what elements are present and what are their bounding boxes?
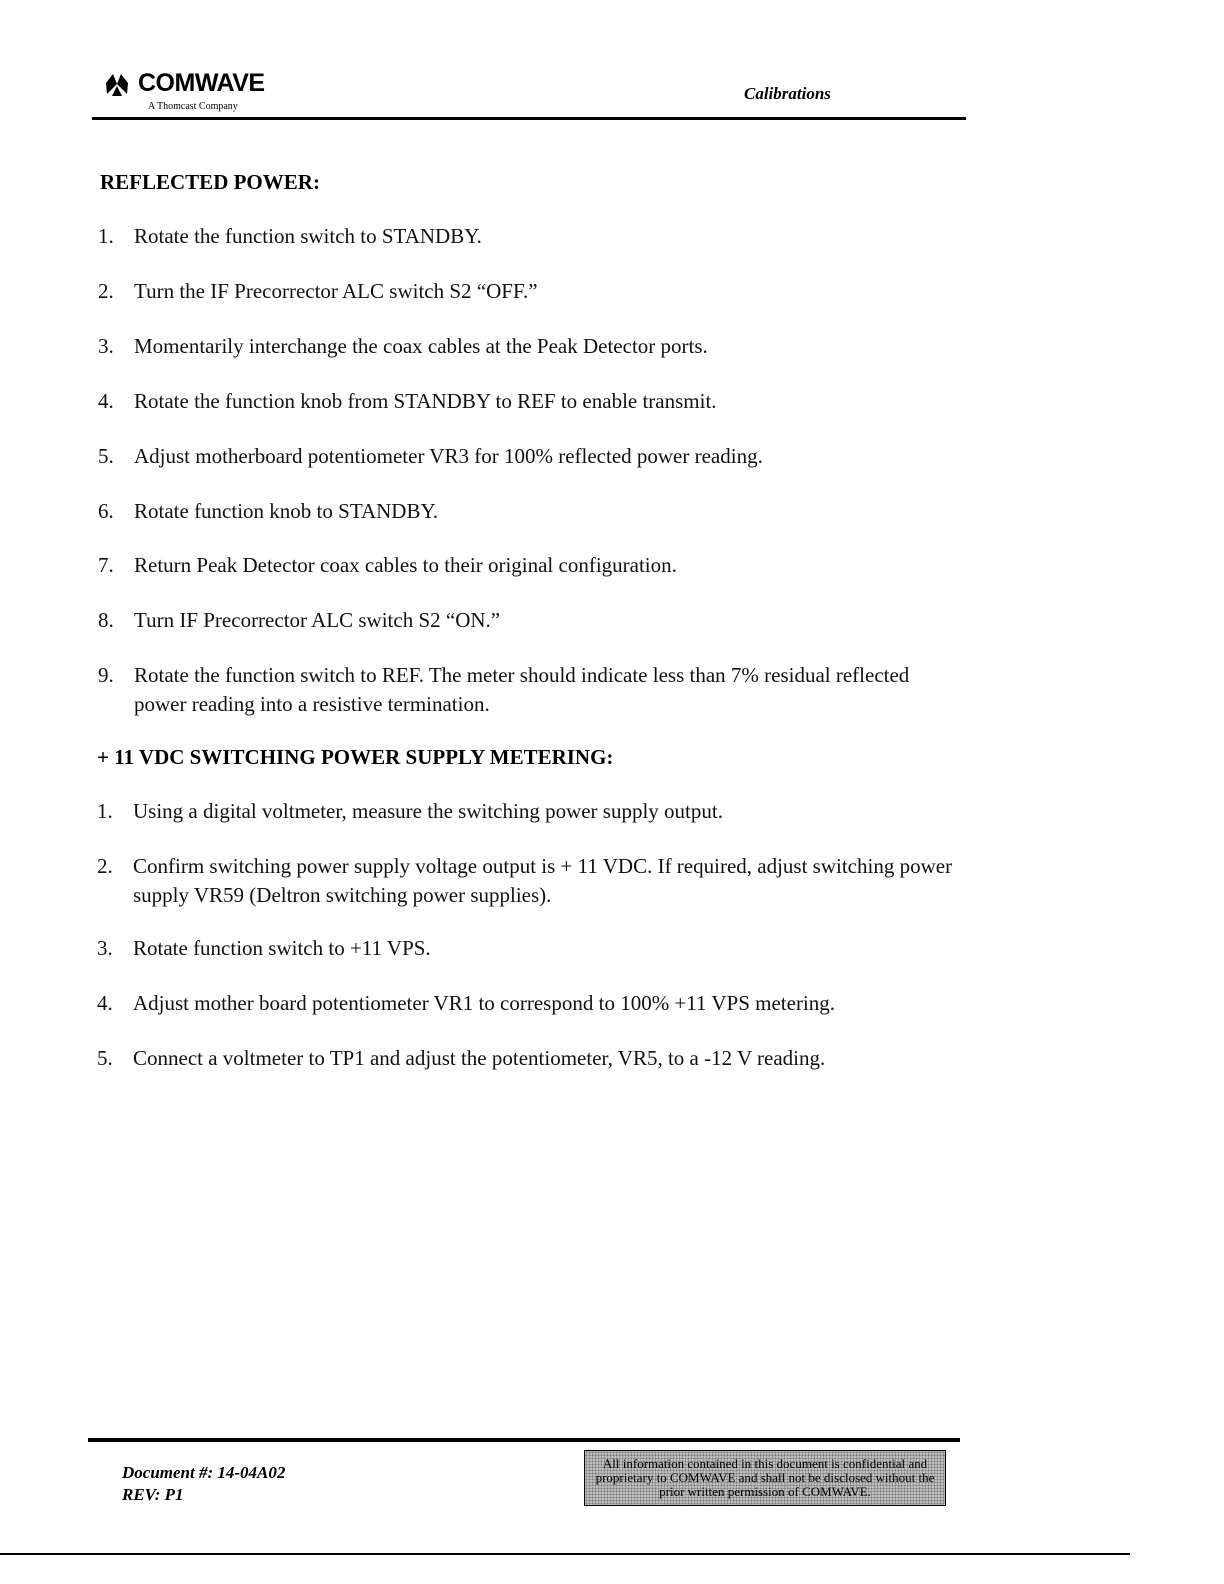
step-number: 5. xyxy=(97,1046,113,1070)
section-heading-reflected-power: REFLECTED POWER: xyxy=(100,170,320,194)
section-heading-switching-power-supply: + 11 VDC SWITCHING POWER SUPPLY METERING: xyxy=(97,745,614,769)
step-text: Turn IF Precorrector ALC switch S2 “ON.” xyxy=(134,608,501,632)
step-number: 9. xyxy=(98,663,114,687)
step-text: Rotate function switch to +11 VPS. xyxy=(133,936,431,960)
header-section-title: Calibrations xyxy=(744,84,831,103)
step-number: 8. xyxy=(98,608,114,632)
step-number: 4. xyxy=(98,389,114,413)
step-text: Momentarily interchange the coax cables at the Peak Detector ports. xyxy=(134,334,708,358)
step-text: Rotate function knob to STANDBY. xyxy=(134,499,439,523)
step-number: 5. xyxy=(98,444,114,468)
step-text: Adjust motherboard potentiometer VR3 for 100% reflected power reading. xyxy=(134,444,763,468)
logo-tagline: A Thomcast Company xyxy=(148,101,238,112)
comwave-logo-icon xyxy=(104,70,130,96)
step-text: Using a digital voltmeter, measure the switching power supply output. xyxy=(133,799,723,823)
step-number: 6. xyxy=(98,499,114,523)
header-divider xyxy=(92,117,966,120)
step-number: 1. xyxy=(97,799,113,823)
step-text: Adjust mother board potentiometer VR1 to correspond to 100% +11 VPS metering. xyxy=(133,991,836,1015)
step-number: 7. xyxy=(98,553,114,577)
document-revision: REV: P1 xyxy=(122,1485,184,1504)
step-number: 4. xyxy=(97,991,113,1015)
step-text: Rotate the function knob from STANDBY to REF to enable transmit. xyxy=(134,389,717,413)
step-number: 1. xyxy=(98,224,114,248)
confidentiality-notice: All information contained in this document is confidential and proprietary to COMWAVE and shall not be disclosed without the prior written permission of COMWAVE. xyxy=(584,1450,946,1506)
step-number: 3. xyxy=(98,334,114,358)
logo-name: COMWAVE xyxy=(138,69,265,97)
step-number: 2. xyxy=(98,279,114,303)
page-bottom-edge xyxy=(0,1553,1130,1555)
document-info xyxy=(122,1462,285,1506)
step-text: Rotate the function switch to REF. The meter should indicate less than 7% residual reflected power reading into a resistive termination. xyxy=(134,663,910,716)
document-number: Document #: 14-04A02 xyxy=(122,1463,286,1482)
step-text: Return Peak Detector coax cables to their original configuration. xyxy=(134,553,677,577)
step-text: Turn the IF Precorrector ALC switch S2 “OFF.” xyxy=(134,279,538,303)
step-text: Rotate the function switch to STANDBY. xyxy=(134,224,482,248)
footer-divider xyxy=(88,1438,960,1442)
step-text: Confirm switching power supply voltage output is + 11 VDC. If required, adjust switching power supply VR59 (Deltron switching power supplies). xyxy=(133,854,953,907)
step-number: 2. xyxy=(97,854,113,878)
company-logo xyxy=(104,68,304,116)
step-text: Connect a voltmeter to TP1 and adjust the potentiometer, VR5, to a -12 V reading. xyxy=(133,1046,826,1070)
step-number: 3. xyxy=(97,936,113,960)
